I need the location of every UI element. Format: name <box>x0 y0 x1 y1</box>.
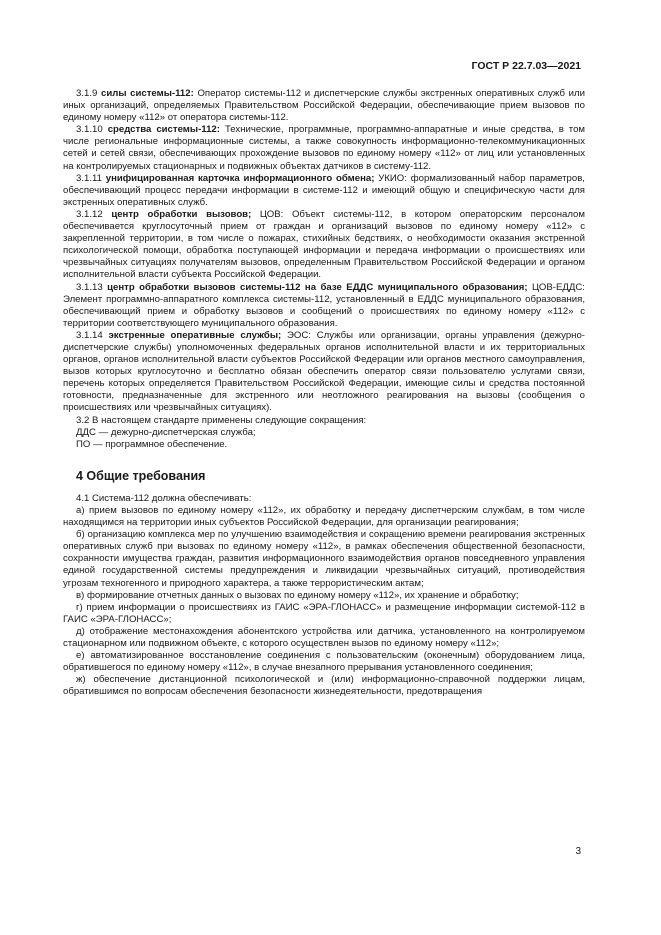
requirement-item-g: г) прием информации о происшествиях из ГАИС «ЭРА-ГЛОНАСС» и размещение информации системой-112 в ГАИС «ЭРА-ГЛОНАСС»; <box>63 601 585 625</box>
clause-number: 3.1.9 <box>76 88 98 99</box>
definition-text: ЦОВ: Объект системы-112, в котором операторским персоналом обеспечивается круглосуточный прием от граждан и организаций вызовов по единому номеру «112» с закрепленной территории, в том числе о пожарах, стихийных бедствиях, о необходимости оказания экстренной психологической помощи, обработка поступающей информации и передача информации о происшествиях или чрезвычайных ситуациях получателям вызовов, определенным Правительством Российской Федерации и органом исполнительной власти субъекта Российской Федерации. <box>63 208 585 281</box>
requirement-item-zh: ж) обеспечение дистанционной психологической и (или) информационно-справочной поддержки лицам, обратившимся по вопросам обеспечения безопасности жизнедеятельности, предотвращения <box>63 674 585 698</box>
definition-3-1-10 <box>63 124 585 172</box>
section-heading: 4 Общие требования <box>76 468 206 483</box>
term: экстренные оперативные службы; <box>108 329 282 341</box>
requirements-intro: 4.1 Система-112 должна обеспечивать: <box>76 492 252 504</box>
term: силы системы-112: <box>101 88 194 99</box>
definition-3-1-9 <box>63 88 585 124</box>
clause-number: 3.1.10 <box>76 124 103 136</box>
clause-number: 3.1.11 <box>76 172 102 184</box>
clause-number: 3.1.13 <box>76 281 103 293</box>
term: центр обработки вызовов системы-112 на базе ЕДДС муниципального образования; <box>107 281 528 293</box>
definition-3-1-13 <box>63 282 585 330</box>
definition-text: ЦОВ-ЕДДС: Элемент программно-аппаратного комплекса системы-112, установленный в ЕДДС муниципального образования, обеспечивающий прием и обработку вызовов и сообщений о происшествиях по единому номеру «112» с территории соответствующего муниципального образования. <box>63 281 585 329</box>
page-number: 3 <box>575 846 581 857</box>
abbreviation-item: ДДС — дежурно-диспетчерская служба; <box>76 426 256 438</box>
definition-text: Технические, программные, программно-аппаратные и иные средства, в том числе региональные информационные системы, а также совокупность информационно-телекоммуникационных сетей и сетей связи, обеспечивающих прохождение вызовов по единому номеру «112» от лиц или установленных на контролируемых стационарных и подвижных объектах датчиков в систему-112. <box>63 124 585 172</box>
requirement-item-e: е) автоматизированное восстановление соединения с пользовательским (оконечным) оборудованием лица, обратившегося по единому номеру «112», в случае внезапного прерывания установленного соединения; <box>63 650 585 674</box>
clause-number: 3.1.12 <box>76 208 103 220</box>
definition-text: ЭОС: Службы или организации, органы управления (дежурно-диспетчерские службы) уполномоченных федеральных органов исполнительной власти и их территориальных органов, органов исполнительной власти субъектов Российской Федерации или органов местного самоуправления, вызов которых круглосуточно и бесплатно обязан обеспечить оператор связи пользователю услугами связи, перечень которых определяется Правительством Российской Федерации, имеющие силы и средства постоянной готовности, предназначенные для экстренного или неотложного реагирования на вызовы (сообщения о происшествиях или чрезвычайных ситуациях). <box>63 329 586 414</box>
requirement-item-a: а) прием вызовов по единому номеру «112», их обработку и передачу диспетчерским службам, в том числе находящимся на территории иных субъектов Российской Федерации, для организации реагирования; <box>63 505 585 529</box>
term: средства системы-112: <box>107 124 220 136</box>
definition-text: УКИО: формализованный набор параметров, обеспечивающий процесс передачи информации в системе-112 и имеющий общую и специфическую части для экстренных оперативных служб. <box>63 172 585 208</box>
document-body <box>63 88 585 699</box>
requirement-item-d: д) отображение местонахождения абонентского устройства или датчика, установленного на контролируемом стационарном или подвижном объекте, с которого осуществлен вызов по единому номеру «112»; <box>63 625 585 650</box>
definition-text: Оператор системы-112 и диспетчерские службы экстренных оперативных служб или иных организаций, определяемых Правительством Российской Федерации, обеспечивающие прием вызовов по единому номеру «112» от оператора системы-112. <box>63 88 585 124</box>
requirement-item-v: в) формирование отчетных данных о вызовах по единому номеру «112», их хранение и обработку; <box>76 589 519 601</box>
definition-3-1-11 <box>63 173 585 209</box>
term: центр обработки вызовов; <box>111 208 252 220</box>
definition-3-1-14 <box>63 330 585 415</box>
requirement-item-b: б) организацию комплекса мер по улучшению взаимодействия и сокращению времени реагирования экстренных оперативных служб при вызовах по единому номеру «112», в рамках обеспечения общественной безопасности, сохранности имущества граждан, развития информационного взаимодействия органов повседневного управления единой государственной системы предупреждения и ликвидации чрезвычайных ситуаций, противодействия угрозам техногенного и природного характера, а также террористическим актам; <box>63 529 585 589</box>
abbreviation-item: ПО — программное обеспечение. <box>76 438 228 450</box>
definition-3-1-12 <box>63 209 585 282</box>
abbreviations-intro: 3.2 В настоящем стандарте применены следующие сокращения: <box>76 414 367 426</box>
clause-number: 3.1.14 <box>76 329 103 341</box>
term: унифицированная карточка информационного обмена; <box>105 172 375 184</box>
document-header: ГОСТ Р 22.7.03—2021 <box>471 60 581 72</box>
